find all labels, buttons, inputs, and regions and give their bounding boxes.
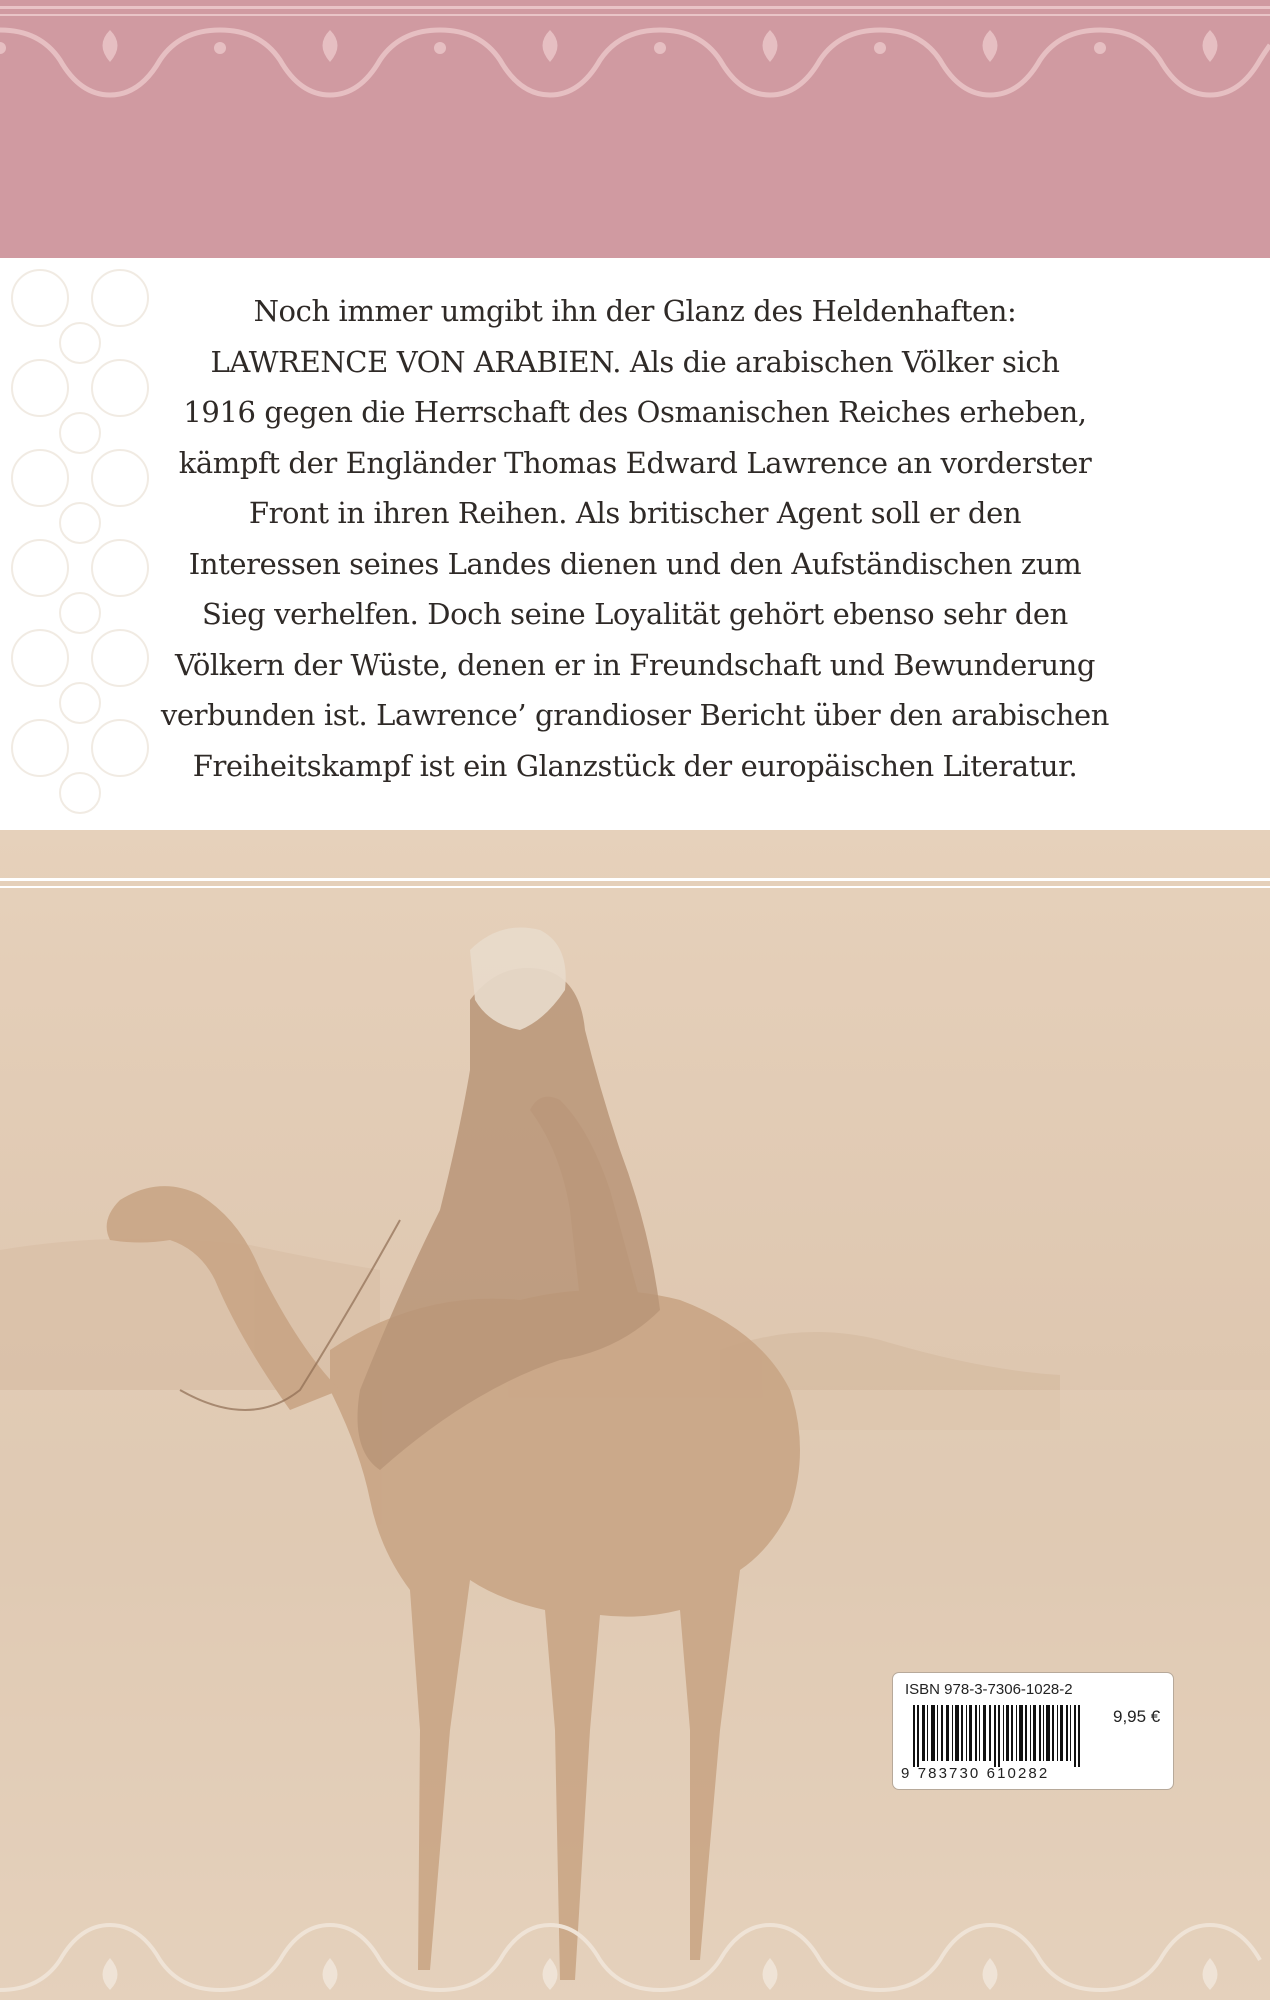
price-label: 9,95 € (1113, 1707, 1161, 1726)
blurb-line: verbunden ist. Lawrence’ grandioser Bericht über den arabischen (160, 698, 1110, 732)
blurb-line: Noch immer umgibt ihn der Glanz des Heldenhaften: (253, 294, 1017, 328)
blurb-line: Front in ihren Reihen. Als britischer Agent soll er den (248, 496, 1022, 530)
blurb-line: 1916 gegen die Herrschaft des Osmanischen Reiches erheben, (183, 395, 1087, 429)
blurb-line: kämpft der Engländer Thomas Edward Lawrence an vorderster (178, 445, 1092, 480)
top-pink-band (0, 0, 1270, 258)
barcode-box (892, 1672, 1174, 1790)
blurb-line: Interessen seines Landes dienen und den Aufständischen zum (188, 546, 1082, 581)
barcode-digits: 9 783730 610282 (901, 1765, 1050, 1782)
blurb-panel (0, 258, 1270, 830)
blurb-line: Freiheitskampf ist ein Glanzstück der europäischen Literatur. (192, 748, 1078, 783)
sepia-photo-area (0, 830, 1270, 2000)
isbn-label: ISBN 978-3-7306-1028-2 (905, 1681, 1073, 1698)
blurb-line: LAWRENCE VON ARABIEN. Als die arabischen Völker sich (210, 344, 1060, 379)
barcode-icon (901, 1705, 1101, 1767)
blurb-text (150, 286, 1120, 791)
arabesque-border-icon (0, 1900, 1270, 2000)
blurb-line: Sieg verhelfen. Doch seine Loyalität gehört ebenso sehr den (202, 597, 1068, 631)
arabesque-border-icon (0, 0, 1270, 110)
camel-rider-icon (0, 830, 1270, 2000)
blurb-line: Völkern der Wüste, denen er in Freundschaft und Bewunderung (174, 647, 1096, 682)
